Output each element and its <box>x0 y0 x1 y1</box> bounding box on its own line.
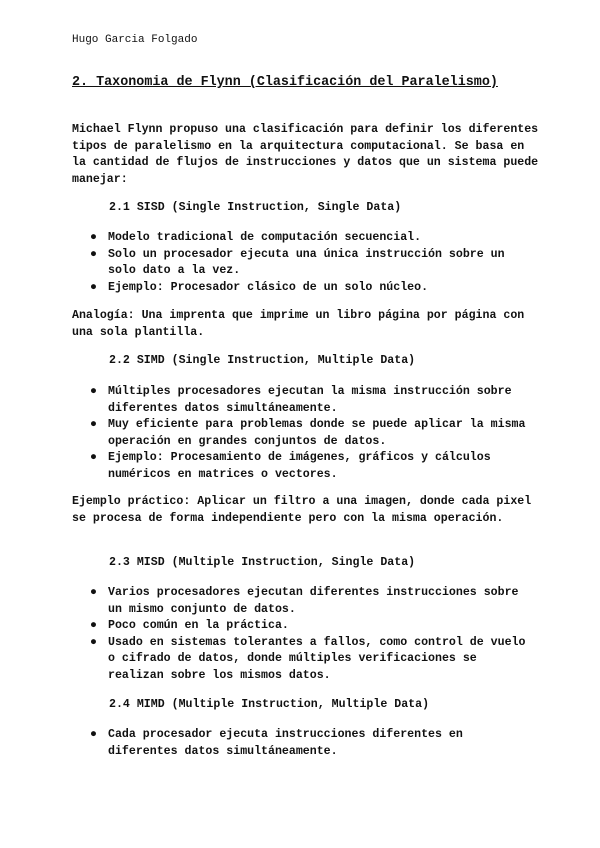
list-item <box>90 450 530 483</box>
bullet-list-simd <box>90 384 530 483</box>
subsection-title-simd: 2.2 SIMD (Single Instruction, Multiple Data) <box>109 354 416 367</box>
bullet-list-mimd <box>90 727 530 760</box>
list-item <box>90 417 530 450</box>
bullet-icon: ● <box>90 619 97 632</box>
list-item <box>90 585 530 618</box>
subsection-title-misd: 2.3 MISD (Multiple Instruction, Single Data) <box>109 556 416 569</box>
list-item-text: Ejemplo: Procesamiento de imágenes, gráficos y cálculos numéricos en matrices o vectores. <box>108 451 491 481</box>
list-item <box>90 247 530 280</box>
list-item-text: Muy eficiente para problemas donde se puede aplicar la misma operación en grandes conjuntos de datos. <box>108 418 526 448</box>
bullet-icon: ● <box>90 231 97 244</box>
list-item <box>90 727 530 760</box>
subsection-title-sisd: 2.1 SISD (Single Instruction, Single Data) <box>109 201 402 214</box>
list-item <box>90 280 530 297</box>
example-paragraph: Ejemplo práctico: Aplicar un filtro a una imagen, donde cada pixel se procesa de forma independiente pero con la misma operación. <box>72 495 532 525</box>
section-heading: 2. Taxonomia de Flynn (Clasificación del Paralelismo) <box>72 75 498 90</box>
list-item <box>90 384 530 417</box>
bullet-icon: ● <box>90 586 97 599</box>
list-item-text: Varios procesadores ejecutan diferentes instrucciones sobre un mismo conjunto de datos. <box>108 586 519 616</box>
bullet-icon: ● <box>90 385 97 398</box>
list-item-text: Poco común en la práctica. <box>108 619 289 632</box>
list-item-text: Ejemplo: Procesador clásico de un solo núcleo. <box>108 280 429 294</box>
bullet-icon: ● <box>90 728 97 741</box>
list-item-text: Solo un procesador ejecuta una única instrucción sobre un solo dato a la vez. <box>108 247 505 277</box>
list-item <box>90 618 530 635</box>
list-item <box>90 635 530 685</box>
bullet-list-misd <box>90 585 530 684</box>
list-item-text: Usado en sistemas tolerantes a fallos, como control de vuelo o cifrado de datos, donde múltiples verificaciones se realizan sobre los mismos datos. <box>108 635 526 682</box>
subsection-title-mimd: 2.4 MIMD (Multiple Instruction, Multiple Data) <box>109 698 430 711</box>
list-item-text: Cada procesador ejecuta instrucciones diferentes en diferentes datos simultáneamente. <box>108 728 463 758</box>
author-name: Hugo Garcia Folgado <box>72 34 198 46</box>
bullet-icon: ● <box>90 451 97 464</box>
list-item-text: Modelo tradicional de computación secuencial. <box>108 231 422 244</box>
bullet-list-sisd <box>90 230 530 296</box>
bullet-icon: ● <box>90 280 97 294</box>
intro-paragraph: Michael Flynn propuso una clasificación para definir los diferentes tipos de paralelismo en la arquitectura computacional. Se basa en la cantidad de flujos de instrucciones y datos que un sistema puede manejar: <box>72 123 539 186</box>
list-item-text: Múltiples procesadores ejecutan la misma instrucción sobre diferentes datos simultáneamente. <box>108 385 512 415</box>
analogy-paragraph: Analogía: Una imprenta que imprime un libro página por página con una sola plantilla. <box>72 309 525 339</box>
bullet-icon: ● <box>90 635 97 649</box>
bullet-icon: ● <box>90 418 97 431</box>
list-item <box>90 230 530 247</box>
bullet-icon: ● <box>90 247 97 261</box>
